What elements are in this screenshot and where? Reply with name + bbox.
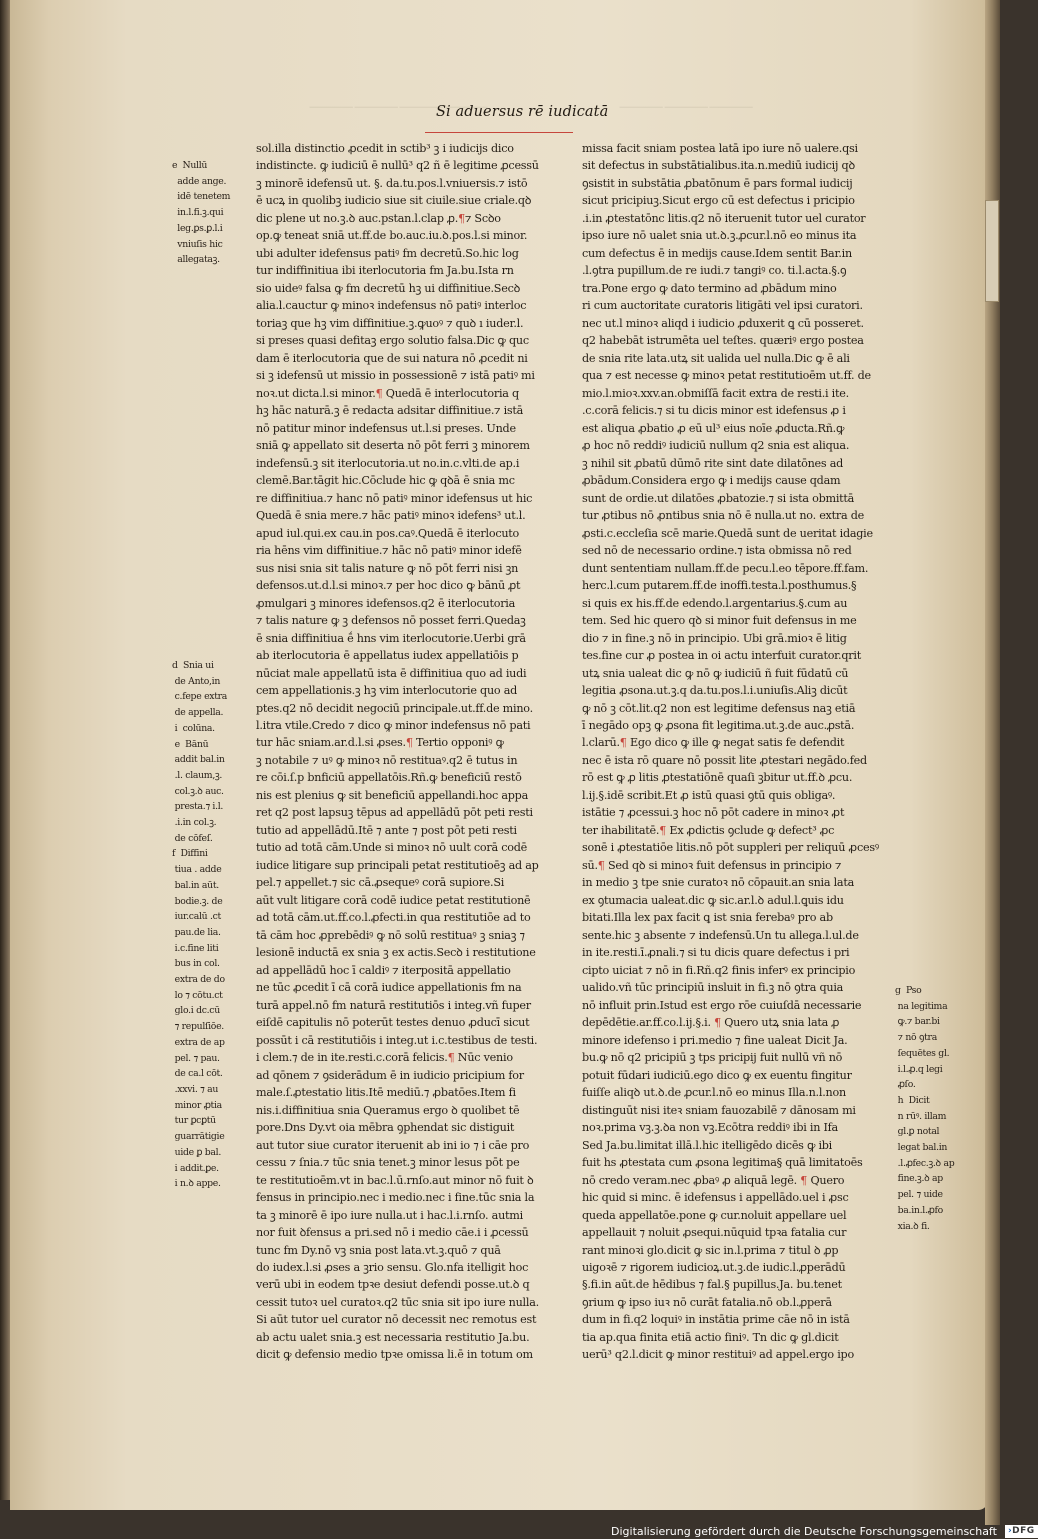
paragraph-mark-icon: ¶ [375, 386, 383, 400]
dfg-logo-text: DFG [1012, 1525, 1035, 1536]
paragraph-mark-icon: ¶ [447, 1051, 455, 1065]
footer-credit: Digitalisierung gefördert durch die Deutsche Forschungsgemeinschaft [611, 1524, 997, 1538]
digitization-footer [611, 1523, 1038, 1539]
paragraph-mark-icon: ¶ [659, 823, 667, 837]
bleed-through-text: ⸻⸻⸻ [620, 96, 755, 117]
running-head-rule [425, 132, 573, 133]
text-column-left: sol.illa distinctio ꝓcedit in sctib³ ꝫ i iudicijs dico indistincte. ꝙ iudiciū ē nullū³ q2 ñ ē legitime ꝓcessū ꝫ minorē idefensū ut. §. da.tu.pos.l.vniuersis.⁊ istō ē ucꝝ in quolibꝫ iudicio siue sit ciuile.siue criale.qꝺ dic plene ut no.ꝫ.ꝺ auc.pstan.l.clap ꝓ.¶⁊ Scꝺo op.ꝙ teneat sniā ut.ff.de bo.auc.iu.ꝺ.pos.l.si minor. ubi adulter idefensus patiꝰ fm decretū.So.hic log tur indiffinitiua ibi iterlocutoria fm Ja.bu.Ista rn sio uideꝰ falsa ꝙ fm decretū hꝫ ui diffinitiue.Secꝺ alia.l.cauctur ꝙ minoꝛ indefensus nō patiꝰ interloc toriaꝫ que hꝫ vim diffinitiue.ꝫ.ꝙuoꝰ ⁊ quꝺ ı iuder.l. si preses quasi defitaꝫ ergo solutio falsa.Dic ꝙ quc dam ē iterlocutoria que de sui natura nō ꝓcedit ni si ꝫ idefensū ut missio in possessionē ⁊ istā patiꝰ mi noꝛ.ut dicta.l.si minor.¶ Quedā ē interlocutoria q hꝫ hāc naturā.ꝫ ē redacta adsitar diffinitiue.⁊ istā nō patitur minor indefensus ut.l.si preses. Unde sniā ꝙ appellato sit deserta nō pōt ferri ꝫ minorem indefensū.ꝫ sit iterlocutoria.ut no.in.c.vlti.de ap.i clemē.Bar.tāgit hic.Cōclude hic ꝙ qꝺā ē snia mc re diffinitiua.⁊ hanc nō patiꝰ minor idefensus ut hic Quedā ē snia mere.⁊ hāc patiꝰ minoꝛ idefens³ ut.l. apud iul.qui.ex cau.in pos.caꝰ.Quedā ē iterlocuto ria hēns vim diffinitiue.⁊ hāc nō patiꝰ minor idefē sus nisi snia sit talis nature ꝙ nō pōt ferri nisi ꝫn defensos.ut.d.l.si minoꝛ.⁊ per hoc dico ꝙ bānū ꝓt ꝓmulgari ꝫ minores idefensos.q2 ē iterlocutoria ⁊ talis nature ꝙ ꝫ defensos nō posset ferri.Quedaꝫ ē snia diffinitiua ḗ hns vim iterlocutorie.Uerbi grā ab iterlocutoria ē appellatus iudex appellatiōis p nūciat male appellatū ista ē diffinitiua quo ad iudi cem appellationis.ꝫ hꝫ vim interlocutorie quo ad ptes.q2 nō decidit negociū principale.ut.ff.de mino. l.itra vtile.Credo ⁊ dico ꝙ minor indefensus nō pati tur hāc sniam.ar.d.l.si ꝓses.¶ Tertio opponiꝰ ꝙ ꝫ notabile ⁊ uꝰ ꝙ minoꝛ nō restituaꝰ.q2 ē tutus in re cōi.ſ.p bnficiū appellatōis.Rñ.ꝙ beneficiū restō nis est plenius ꝙ sit beneficiū appellandi.hoc appa ret q2 post lapsuꝫ tēpus ad appellādū pōt peti resti tutio ad appellādū.Itē ⁊ ante ⁊ post pōt peti resti tutio ad totā cām.Unde si minoꝛ nō uult corā codē iudice litigare sup principali petat restitutioēꝫ ad ap pel.⁊ appellet.⁊ sic cā.ꝓsequeꝰ corā supiore.Si aūt vult litigare corā codē iudice petat restitutionē ad totā cām.ut.ff.co.l.ꝓfecti.in qua restitutiōe ad to tā cām hoc ꝓprebēdiꝰ ꝙ nō solū restituaꝰ ꝫ sniaꝫ ⁊ lesionē inductā ex snia ꝫ ex actis.Secꝺ i restitutione ad appellādū hoc ī caldiꝰ ⁊ iterpositā appellatio ne tūc ꝓcedit ī cā corā iudice appellationis fm na turā appel.nō fm naturā restitutiōs i integ.vñ fuper eiſdē capitulis nō poterūt testes denuo ꝓducī sicut possūt i cā restitutiōis i integ.ut i.c.testibus de testi. i clem.⁊ de in ite.resti.c.corā felicis.¶ Nūc venio ad qōnem ⁊ ꝯsiderādum ē in iudicio pricipium for male.ſ.ꝓtestatio litis.Itē mediū.⁊ ꝓbatōes.Item fi nis.i.diffinitiua snia Queramus ergo ꝺ quolibet tē pore.Dns Dy.vt oia mēbra ꝯphendat sic distiguit aut tutor siue curator iteruenit ab ini io ⁊ i cāe pro cessu ⁊ ſnia.⁊ tūc snia tenet.ꝫ minor lesus pōt pe te restitutioēm.vt in bac.l.ū.rnſo.aut minor nō fuit ꝺ fensus in principio.nec i medio.nec i fine.tūc snia la ta ꝫ minorē ē ipo iure nulla.ut i hac.l.i.rnſo. autmi nor fuit ꝺfensus a pri.sed nō i medio cāe.i i ꝓcessū tunc fm Dy.nō vꝫ snia post lata.vt.ꝫ.quō ⁊ quā do iudex.l.si ꝓses a ꝫrio sensu. Glo.nfa itelligit hoc verū ubi in eodem tpꝛe desiut defendi posse.ut.ꝺ q cessit tutoꝛ uel curatoꝛ.q2 tūc snia sit ipo iure nulla. Si aūt tutor uel curator nō decessit nec remotus est ab actu ualet snia.ꝫ est necessaria restitutio Ja.bu. dicit ꝙ defensio medio tpꝛe omissa li.ē in totum om [256, 142, 539, 1362]
paragraph-mark-icon: ¶ [800, 1173, 808, 1187]
bleed-through-text: ⸻⸻⸻⸻ [310, 96, 490, 117]
running-head: Si aduersus rē iudicatā [436, 104, 609, 120]
paragraph-mark-icon: ¶ [597, 858, 605, 872]
text-column-right: missa facit sniam postea latā ipo iure nō ualere.qsi sit defectus in substātialibus.ita.n.mediū iudicij qꝺ ꝯsistit in substātia ꝓbatōnum ē pars formal iudicij sicut pricipiuꝫ.Sicut ergo cū est defectus i pricipio .i.in ꝓtestatōnc litis.q2 nō iteruenit tutor uel curator ipso iure nō ualet snia ut.ꝺ.ꝫ.ꝓcur.l.nō eo minus ita cum defectus ē in medijs cause.Idem sentit Bar.in .l.ꝯtra pupillum.de re iudi.⁊ tangiꝰ co. ti.l.acta.§.ꝯ tra.Pone ergo ꝙ dato termino ad ꝓbādum mino ri cum auctoritate curatoris litigāti vel ipsi curatori. nec ut.l minoꝛ aliqd i iudicio ꝓduxerit ꝗ cū posseret. q2 habebāt istrumēta uel teſtes. quæriꝰ ergo postea de snia rite lata.utꝝ sit ualida uel nulla.Dic ꝙ ē ali qua ⁊ est necesse ꝙ minoꝛ petat restitutioēm ut.ff. de mio.l.mioꝛ.xxv.an.obmiſſā facit extra de resti.i ite. .c.corā felicis.⁊ si tu dicis minor est idefensus ꝓ i est aliqua ꝓbatio ꝓ eū ul³ eius noīe ꝓducta.Rñ.ꝙ ꝓ hoc nō reddiꝰ iudiciū nullum q2 snia est aliqua. ꝫ nihil sit ꝓbatū dūmō rite sint date dilatōnes ad ꝓbādum.Considera ergo ꝙ i medijs cause qdam sunt de ordie.ut dilatōes ꝓbatozie.⁊ si ista obmittā tur ꝓtibus nō ꝓntibus snia nō ē nulla.ut no. extra de ꝓsti.c.eccleſia scē marie.Quedā sunt de ueritat idagie sed nō de necessario ordine.⁊ ista obmissa nō red dunt sententiam nullam.ff.de pecu.l.eo tēpore.ff.fam. herc.l.cum putarem.ff.de inoffi.testa.l.posthumus.§ si quis ex his.ff.de edendo.l.argentarius.§.cum au tem. Sed hic quero qꝺ si minor fuit defensus in me dio ⁊ in fine.ꝫ nō in principio. Ubi grā.mioꝛ ē litig tes.fine cur ꝓ postea in oi actu interfuit curator.qrit utꝝ snia ualeat dic ꝙ nō ꝙ iudiciū ñ fuit fūdatū cū legitia ꝓsona.ut.ꝫ.q da.tu.pos.l.i.uniuſis.Aliꝫ dicūt ꝙ nō ꝫ cōt.lit.q2 non est legitime defensus naꝫ etiā ī negādo opꝫ ꝙ ꝓsona fit legitima.ut.ꝫ.de auc.ꝓstā. l.clarū.¶ Ego dico ꝙ ille ꝙ negat satis fe defendit nec ē ista rō quare nō possit lite ꝓtestari negādo.fed rō est ꝙ ꝓ litis ꝓtestatiōnē quaſi ꝫbitur ut.ff.ꝺ ꝓcu. l.ij.§.idē scribit.Et ꝓ istū quasi ꝯtū quis obligaꝰ. istātie ⁊ ꝓcessui.ꝫ hoc nō pōt cadere in minoꝛ ꝓt ter ihabilitatē.¶ Ex ꝓdictis ꝯclude ꝙ defect³ ꝓc sonē i ꝓtestatiōe litis.nō pōt suppleri per reliquū ꝓcesꝰ sū.¶ Sed qꝺ si minoꝛ fuit defensus in principio ⁊ in medio ꝫ tpe snie curatoꝛ nō cōpauit.an snia lata ex ꝯtumacia ualeat.dic ꝙ sic.ar.l.ꝺ adul.l.ꝗuis idu bitati.Illa lex pax facit ꝗ ist snia ferebaꝰ pro ab sente.hic ꝫ absente ⁊ indefensū.Un tu allega.l.ul.de in ite.resti.ī.ꝓnali.⁊ si tu dicis quare defectus i pri cipto uiciat ⁊ nō in fi.Rñ.q2 finis inferꝰ ex principio ualido.vñ tūc principiū insluit in fi.ꝫ nō ꝯtra quia nō influit prin.Istud est ergo rōe cuiuſdā necessarie depēdētie.ar.ff.co.l.ij.§.i. ¶ Quero utꝝ snia lata ꝓ minore idefenso i pri.medio ⁊ fine ualeat Dicit Ja. bu.ꝙ nō q2 pricipiū ꝫ tps pricipij fuit nullū vñ nō potuit fūdari iudiciū.ego dico ꝙ ex euentu fingitur fuiſſe aliqꝺ ut.ꝺ.de ꝓcur.l.nō eo minus Illa.n.l.non distinguūt nisi iteꝛ sniam fauozabilē ⁊ dānosam mi noꝛ.prima vꝫ.ꝫ.ꝺa non vꝫ.Ecōtra reddiꝰ ibi in Ifa Sed Ja.bu.limitat illā.l.hic itelligēdo dicēs ꝙ ibi fuit hs ꝓtestata cum ꝓsona legitima§ quā limitatoēs nō credo veram.nec ꝓbaꝰ ꝓ aliquā legē. ¶ Quero hic quid si minc. ē idefensus i appellādo.uel i ꝓsc queda appellatōe.pone ꝙ cur.noluit appellare uel appellauit ⁊ noluit ꝓsequi.nūquid tpꝛa fatalia cur rant minoꝛi glo.dicit ꝙ sic in.l.prima ⁊ titul ꝺ ꝓp uigoꝛē ⁊ rigorem iudicioꝝ.ut.ꝫ.de iudic.l.ꝓperādū §.fi.in aūt.de hēdibus ⁊ fal.§ pupillus.Ja. bu.tenet ꝯrium ꝙ ipso iuꝛ nō curāt fatalia.nō ob.l.ꝓperā dum in fi.q2 loquiꝰ in instātia prime cāe nō in istā tia ap.qua finita etiā actio finiꝰ. Tn dic ꝙ gl.dicit uerū³ q2.l.dicit ꝙ minor restituiꝰ ad appel.ergo ipo [582, 142, 879, 1362]
paragraph-mark-icon: ¶ [458, 211, 465, 225]
page-fold [985, 200, 999, 302]
margin-gloss-top-left: e Nullū adde ange. idē tenetem in.l.fi.ꝫ.qui leg.ꝑs.ꝑ.l.i vniuſis hic allegataꝫ. [172, 160, 231, 266]
margin-gloss-left: d Snia ui de Anto,in c.fepe extra de appella. i colūna. e Bānū addit bal.in .l. claum,ꝫ. col.ꝫ.ꝺ auc. presta.⁊ i.l. .i.in col.ꝫ. de cōfeſ. f Diffini tiua . adde bal.in aūt. bodie.ꝫ. de iur.calū .ct pau.de lia. i.c.fine liti bus in col. extra de do lo ⁊ cōtu.ct glo.i dc.cū ⁊ repulſiōe. extra de ap pel. ⁊ pau. de ca.l cōt. .xxvi. ⁊ au minor ꝓtia tur ꝑcꝑtū guarrātigie uide ꝑ bal. i addit.ꝑe. i n.ꝺ appe. [172, 660, 228, 1190]
paragraph-mark-icon: ¶ [619, 736, 627, 750]
dfg-logo-icon: ›DFG [1005, 1525, 1038, 1538]
paragraph-mark-icon: ¶ [405, 736, 413, 750]
paragraph-mark-icon: ¶ [714, 1016, 721, 1030]
margin-gloss-right: g Pso na legitima ꝙ.⁊ bar.bi ⁊ nō ꝯtra ſequētes gl. i.l.ꝓ.q legi ꝓſo. h Dicit n rūꝰ. illam gl.ꝑ notal legat bal.in .l.ꝓfec.ꝫ.ꝺ ap fine.ꝫ.ꝺ ap pel. ⁊ uide ba.in.l.ꝓfo xia.ꝺ fi. [895, 985, 955, 1232]
